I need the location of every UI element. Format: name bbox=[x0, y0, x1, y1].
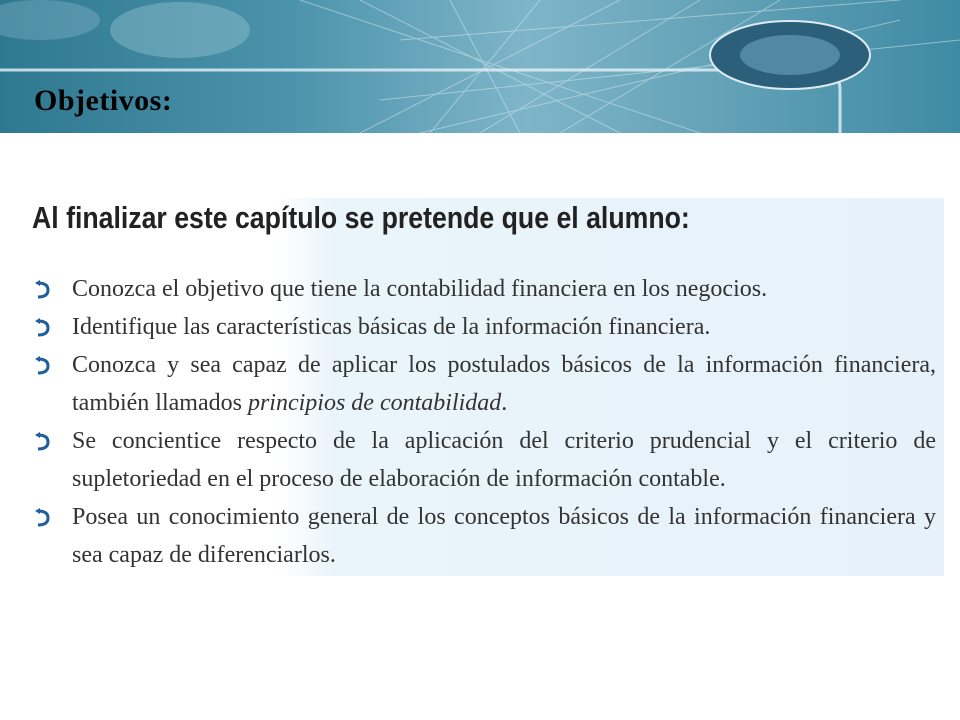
list-item-after: . bbox=[501, 390, 508, 416]
curved-arrow-bullet-icon bbox=[32, 280, 52, 300]
list-item bbox=[32, 270, 936, 308]
slide-title: Objetivos: bbox=[34, 84, 173, 117]
objectives-list bbox=[32, 270, 936, 574]
curved-arrow-bullet-icon bbox=[32, 508, 52, 528]
list-item-text: Conozca el objetivo que tiene la contabilidad financiera en los negocios. bbox=[72, 276, 768, 302]
list-item-text: Posea un conocimiento general de los conceptos básicos de la información financiera y sea capaz de diferenciarlos. bbox=[72, 504, 936, 568]
list-item-emphasis: principios de contabilidad bbox=[247, 390, 502, 416]
curved-arrow-bullet-icon bbox=[32, 432, 52, 452]
curved-arrow-bullet-icon bbox=[32, 356, 52, 376]
list-item-text: Se concientice respecto de la aplicación del criterio prudencial y el criterio de supletoriedad en el proceso de elaboración de información contable. bbox=[72, 428, 936, 492]
list-item bbox=[32, 308, 936, 346]
list-item-text: Conozca y sea capaz de aplicar los postulados básicos de la información financiera, también llamados bbox=[72, 352, 936, 416]
objectives-heading: Al finalizar este capítulo se pretende que el alumno: bbox=[32, 200, 690, 235]
list-item-text: Identifique las características básicas de la información financiera. bbox=[72, 314, 711, 340]
header-banner bbox=[0, 0, 960, 133]
list-item bbox=[32, 498, 936, 574]
list-item bbox=[32, 346, 936, 422]
curved-arrow-bullet-icon bbox=[32, 318, 52, 338]
list-item bbox=[32, 422, 936, 498]
